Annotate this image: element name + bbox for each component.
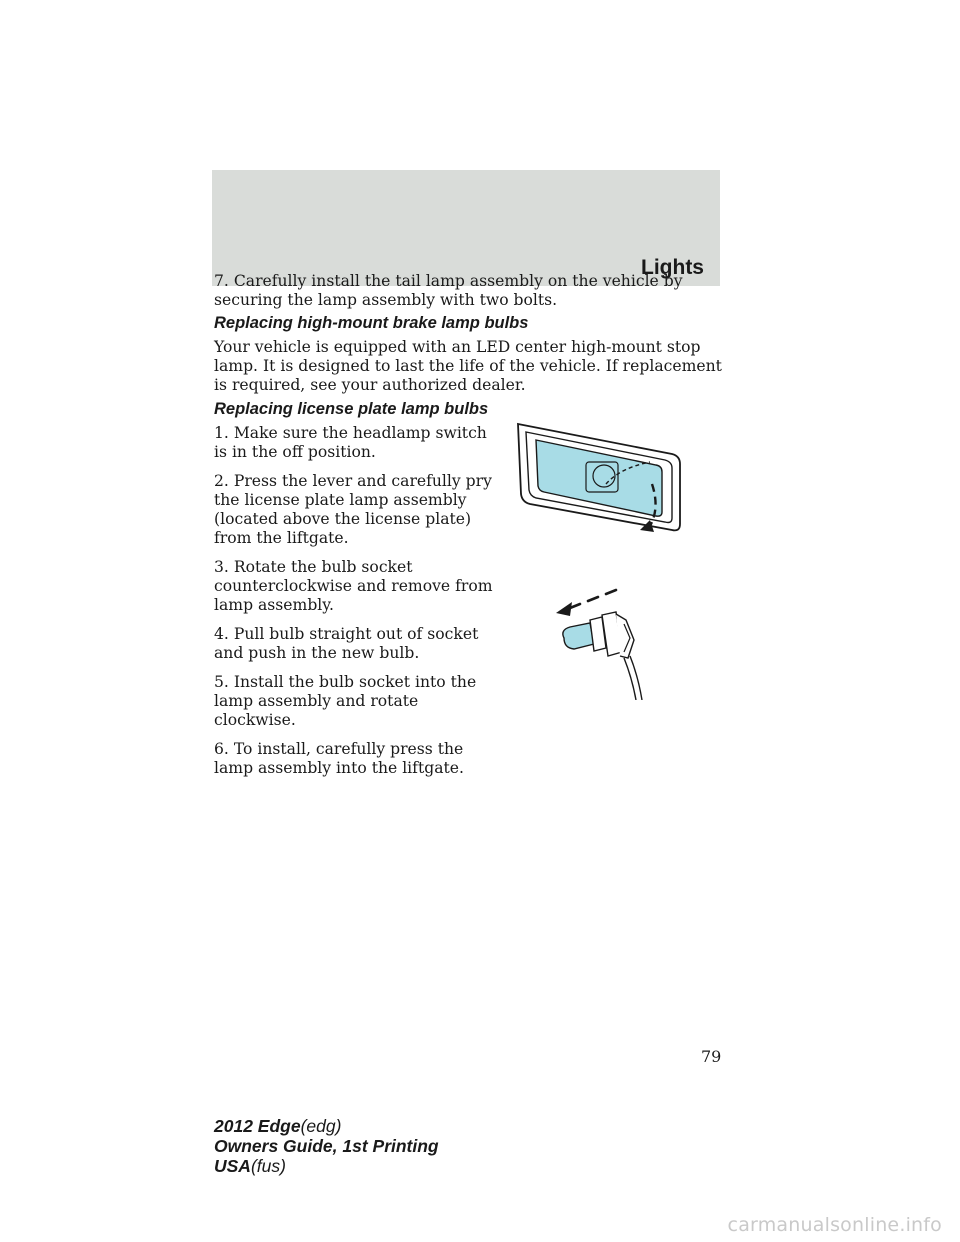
list-item: 3. Rotate the bulb socket counterclockwise and remove from lamp assembly. bbox=[214, 558, 493, 614]
list-item: 1. Make sure the headlamp switch is in the off position. bbox=[214, 424, 487, 461]
footer-model-code: (edg) bbox=[300, 1116, 342, 1136]
watermark: carmanualsonline.info bbox=[727, 1214, 942, 1236]
document-footer bbox=[214, 1116, 439, 1176]
footer-market: USA bbox=[214, 1156, 251, 1176]
page-number: 79 bbox=[701, 1047, 722, 1066]
section-banner bbox=[212, 170, 720, 286]
high-mount-heading: Replacing high-mount brake lamp bulbs bbox=[214, 314, 529, 332]
list-item: 5. Install the bulb socket into the lamp assembly and rotate clockwise. bbox=[214, 673, 477, 729]
section-title: Lights bbox=[641, 256, 704, 279]
high-mount-paragraph: Your vehicle is equipped with an LED center high-mount stop lamp. It is designed to last the life of the vehicle. If replacement is required, see your authorized dealer. bbox=[214, 338, 722, 394]
license-plate-steps bbox=[214, 424, 494, 788]
footer-printing: Owners Guide, 1st Printing bbox=[214, 1136, 439, 1156]
license-plate-heading: Replacing license plate lamp bulbs bbox=[214, 400, 489, 418]
license-lamp-illustration bbox=[500, 408, 690, 548]
list-item: 2. Press the lever and carefully pry the license plate lamp assembly (located above the license plate) from the liftgate. bbox=[214, 472, 492, 547]
step-7-text: 7. Carefully install the tail lamp assembly on the vehicle by securing the lamp assembly with two bolts. bbox=[214, 272, 683, 309]
footer-model: 2012 Edge bbox=[214, 1116, 301, 1136]
list-item: 4. Pull bulb straight out of socket and push in the new bulb. bbox=[214, 625, 479, 662]
footer-market-code: (fus) bbox=[250, 1156, 286, 1176]
list-item: 6. To install, carefully press the lamp assembly into the liftgate. bbox=[214, 740, 464, 777]
bulb-socket-illustration bbox=[520, 582, 670, 700]
